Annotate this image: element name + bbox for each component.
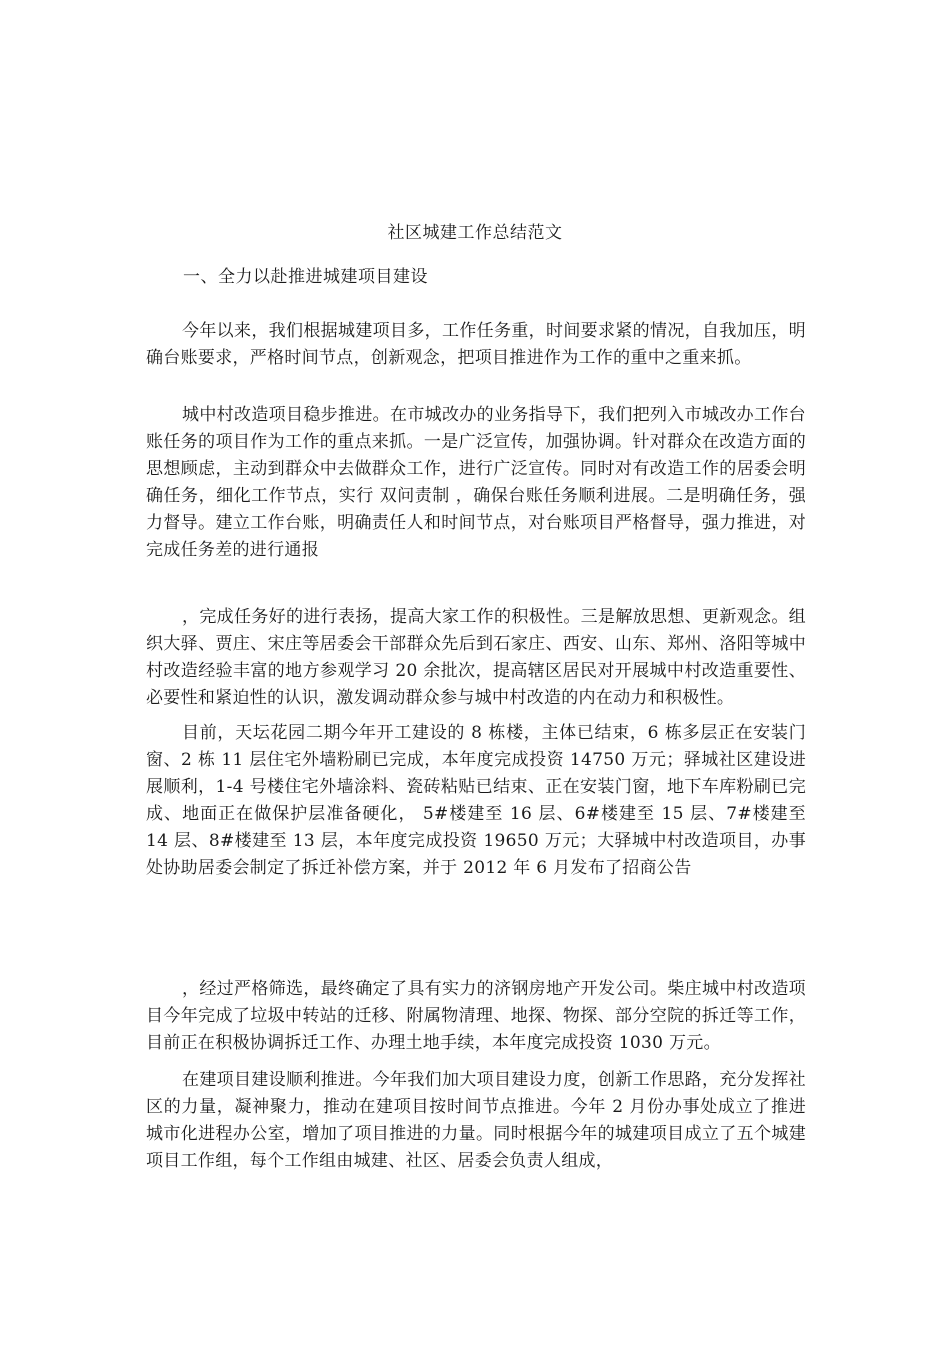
paragraph-renovation-continued: ，完成任务好的进行表扬，提高大家工作的积极性。三是解放思想、更新观念。组织大驿、贾庄、宋庄等居委会干部群众先后到石家庄、西安、山东、郑州、洛阳等城中村改造经验丰富的地方参观学习 20 余批次，提高辖区居民对开展城中村改造重要性、必要性和紧迫性的认识，激发调动群众参与城中村改造的内在动力和积极性。 (146, 607, 806, 708)
paragraph-urban-village-renovation: 城中村改造项目稳步推进。在市城改办的业务指导下，我们把列入市城改办工作台账任务的项目作为工作的重点来抓。一是广泛宣传，加强协调。针对群众在改造方面的思想顾虑，主动到群众中去做群众工作，进行广泛宣传。同时对有改造工作的居委会明确任务，细化工作节点，实行 双问责制 ，确保台账任务顺利进展。二是明确任务，强力督导。建立工作台账，明确责任人和时间节点，对台账项目严格督导，强力推进，对完成任务差的进行通报 (146, 405, 806, 560)
paragraph-ongoing-projects: 在建项目建设顺利推进。今年我们加大项目建设力度，创新工作思路，充分发挥社区的力量，凝神聚力，推动在建项目按时间节点推进。今年 2 月份办事处成立了推进城市化进程办公室，增加了项目推进的力量。同时根据今年的城建项目成立了五个城建项目工作组，每个工作组由城建、社区、居委会负责人组成， (146, 1070, 806, 1171)
document-title: 社区城建工作总结范文 (387, 223, 563, 243)
paragraph-current-progress: 目前，天坛花园二期今年开工建设的 8 栋楼，主体已结束，6 栋多层正在安装门窗、2 栋 11 层住宅外墙粉刷已完成，本年度完成投资 14750 万元；驿城社区建设进展顺利，1-4 号楼住宅外墙涂料、瓷砖粘贴已结束、正在安装门窗，地下车库粉刷已完成、地面正在做保护层准备硬化， 5#楼建至 16 层、6#楼建至 15 层、7#楼建至 14 层、8#楼建至 13 层，本年度完成投资 19650 万元；大驿城中村改造项目，办事处协助居委会制定了拆迁补偿方案，并于 2012 年 6 月发布了招商公告 (146, 723, 806, 878)
section-heading: 一、全力以赴推进城建项目建设 (183, 267, 428, 287)
paragraph-progress-continued: ，经过严格筛选，最终确定了具有实力的济钢房地产开发公司。柴庄城中村改造项目今年完成了垃圾中转站的迁移、附属物清理、地探、物探、部分空院的拆迁等工作，目前正在积极协调拆迁工作、办理土地手续，本年度完成投资 1030 万元。 (146, 979, 806, 1053)
paragraph-intro: 今年以来，我们根据城建项目多，工作任务重，时间要求紧的情况，自我加压，明确台账要求，严格时间节点，创新观念，把项目推进作为工作的重中之重来抓。 (146, 321, 806, 368)
